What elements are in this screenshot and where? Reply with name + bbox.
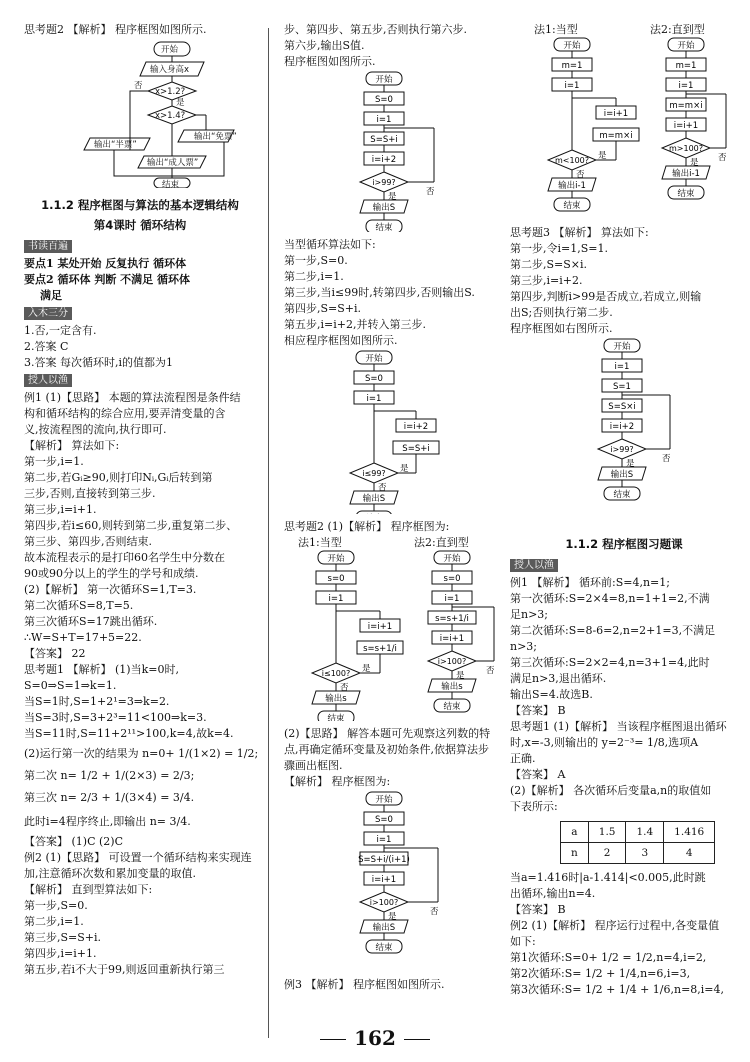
method-label: 法1:当型 bbox=[298, 536, 342, 549]
text-line: (2)【思路】 解答本题可先观察这列数的特 bbox=[284, 727, 491, 740]
flow-label: 开始 bbox=[375, 795, 393, 805]
text-line: 思考题1 (1)【解析】 当该程序框图退出循环 bbox=[510, 720, 727, 733]
text-line: 第一步,S=0. bbox=[284, 254, 348, 267]
flow-label: 结束 bbox=[327, 714, 345, 721]
text-line: 2.答案 C bbox=[24, 340, 69, 353]
text-line: 程序框图如图所示. bbox=[284, 55, 376, 68]
flow-label: m=1 bbox=[675, 61, 697, 71]
text-line: 第二步,S=S×i. bbox=[510, 258, 588, 271]
flow-label: i=i+2 bbox=[609, 422, 635, 432]
flow-label: 输出“半票” bbox=[94, 140, 137, 150]
column-right bbox=[510, 22, 738, 998]
column-divider bbox=[268, 28, 269, 1038]
text-line: 第三次循环S=17跳出循环. bbox=[24, 615, 158, 628]
column-left bbox=[24, 22, 259, 978]
table-cell: 3 bbox=[626, 843, 664, 864]
flow-label: 是 bbox=[690, 158, 699, 168]
text-line: S=0⇒S=1⇒k=1. bbox=[24, 679, 117, 692]
text-line: 【答案】 (1)C (2)C bbox=[24, 835, 123, 848]
flow-label: m=m×i bbox=[599, 131, 633, 141]
text-line: ∴W=S+T=17+5=22. bbox=[24, 631, 142, 644]
flow-label: 输出“成人票” bbox=[147, 158, 199, 168]
text-line: 第一步,S=0. bbox=[24, 899, 88, 912]
flow-label: i=i+1 bbox=[439, 634, 465, 644]
flow-label: 输入身高x bbox=[150, 65, 190, 75]
flow-label: 输出s bbox=[441, 682, 463, 692]
table-row bbox=[561, 843, 715, 864]
text-line: 程序框图如右图所示. bbox=[510, 322, 613, 335]
flow-label: 输出S bbox=[372, 923, 396, 933]
text-line: 第3次循环:S= 1/2 + 1/4 + 1/6,n=8,i=4, bbox=[510, 983, 725, 996]
flow-label: i≤100? bbox=[321, 669, 351, 678]
flow-label: 输出i-1 bbox=[672, 169, 700, 179]
flow-label: 开始 bbox=[563, 41, 581, 51]
flow-label: i>100? bbox=[369, 898, 399, 907]
text-line: 第二步,若Gᵢ≥90,则打印Nᵢ,Gᵢ后转到第 bbox=[24, 471, 213, 484]
text-line: 例1 【解析】 循环前:S=4,n=1; bbox=[510, 576, 670, 589]
text-line: 出S;否则执行第二步. bbox=[510, 306, 613, 319]
flow-label: 开始 bbox=[375, 75, 393, 85]
text-block bbox=[24, 834, 256, 978]
flow-label: 是 bbox=[400, 464, 409, 474]
flow-label: i=1 bbox=[444, 594, 460, 604]
flowchart-while-loop bbox=[284, 349, 506, 514]
flow-label: i=i+1 bbox=[673, 121, 699, 131]
text-line: 当S=3时,S=3+2³=11<100⇒k=3. bbox=[24, 711, 207, 724]
method-label: 法2:直到型 bbox=[414, 536, 469, 549]
text-line: 第三步,S=S+i. bbox=[24, 931, 102, 944]
text-line: 相应程序框图如图所示. bbox=[284, 334, 398, 347]
text-line: 思考题2 【解析】 程序框图如图所示. bbox=[24, 23, 207, 36]
table-cell: a bbox=[561, 822, 589, 843]
text-line: 当S=11时,S=11+2¹¹>100,k=4,故k=4. bbox=[24, 727, 234, 740]
text-line: 第三步,当i≤99时,转第四步,否则输出S. bbox=[284, 286, 475, 299]
text-line: 正确. bbox=[510, 752, 536, 765]
text-line: 当a=1.416时|a-1.414|<0.005,此时跳 bbox=[510, 871, 706, 884]
text-line: 例2 (1)【解析】 程序运行过程中,各变量值 bbox=[510, 919, 720, 932]
section-subtitle: 第4课时 循环结构 bbox=[93, 218, 187, 232]
flow-label: m<100? bbox=[554, 156, 590, 165]
flow-label: S=1 bbox=[613, 382, 631, 392]
flow-label: s=0 bbox=[327, 574, 345, 584]
flow-label: S=0 bbox=[375, 815, 393, 825]
flow-label: S=0 bbox=[365, 374, 383, 384]
text-line: 第二次 n= 1/2 + 1/(2×3) = 2/3; bbox=[24, 769, 195, 782]
text-line: 步、第四步、第五步,否则执行第六步. bbox=[284, 23, 467, 36]
text-line: 第四步,S=S+i. bbox=[284, 302, 362, 315]
text-block bbox=[284, 726, 506, 774]
text-line: 第二步,i=1. bbox=[284, 270, 344, 283]
text-line: 第三步,i=i+1. bbox=[24, 503, 97, 516]
flow-label: S=S+i bbox=[402, 444, 430, 454]
text-line: 如下: bbox=[510, 935, 536, 948]
text-line: 思考题1 【解析】 (1)当k=0时, bbox=[24, 663, 179, 676]
flow-label: 是 bbox=[456, 671, 465, 681]
table-cell: 4 bbox=[664, 843, 715, 864]
text-line: 【答案】 A bbox=[510, 768, 566, 781]
flow-label: i=1 bbox=[678, 81, 694, 91]
table-cell: 1.4 bbox=[626, 822, 664, 843]
flowchart-fraction-sum bbox=[284, 790, 506, 972]
table-row bbox=[561, 822, 715, 843]
flow-label: 是 bbox=[388, 192, 397, 202]
flow-label: i≤99? bbox=[362, 469, 386, 478]
text-line: 义,按流程图的流向,执行即可. bbox=[24, 423, 167, 436]
flow-label: 否 bbox=[662, 454, 671, 464]
text-line: 第三次 n= 2/3 + 1/(3×4) = 3/4. bbox=[24, 791, 195, 804]
text-line: 第1次循环:S=0+ 1/2 = 1/2,n=4,i=2, bbox=[510, 951, 707, 964]
text-line: 满足n>3,退出循环. bbox=[510, 672, 607, 685]
flowchart-ticket bbox=[34, 38, 266, 188]
section-tag: 授人以渔 bbox=[24, 374, 72, 387]
table-cell: 1.416 bbox=[664, 822, 715, 843]
flowchart-pair bbox=[284, 549, 506, 721]
flow-label: S=S+i bbox=[370, 135, 398, 145]
column-middle bbox=[284, 22, 506, 993]
flow-label: s=0 bbox=[443, 574, 461, 584]
flowchart-product bbox=[510, 337, 738, 527]
text-line: 第二次循环:S=8-6=2,n=2+1=3,不满足 bbox=[510, 624, 716, 637]
flow-label: i=i+2 bbox=[371, 155, 397, 165]
text-block bbox=[284, 237, 506, 349]
flow-label: 开始 bbox=[365, 354, 383, 364]
flow-label: m=m×i bbox=[669, 101, 703, 111]
text-line: 第四步,i=i+1. bbox=[24, 947, 97, 960]
flow-label: S=0 bbox=[375, 95, 393, 105]
page-number: 162 bbox=[0, 1030, 750, 1046]
text-line: 三步,否则,直接转到第三步. bbox=[24, 487, 156, 500]
flow-label: i=1 bbox=[614, 362, 630, 372]
text-line: 当型循环算法如下: bbox=[284, 238, 376, 251]
flow-label: m=1 bbox=[561, 61, 583, 71]
flow-label: 结束 bbox=[375, 223, 393, 232]
text-line: 出循环,输出n=4. bbox=[510, 887, 596, 900]
text-line: 足n>3; bbox=[510, 608, 549, 621]
text-line: 第二步,i=1. bbox=[24, 915, 84, 928]
text-line: 要点1 某处开始 反复执行 循环体 bbox=[24, 257, 187, 270]
method-label: 法1:当型 bbox=[534, 23, 578, 36]
flow-label: i=1 bbox=[564, 81, 580, 91]
flow-label: 否 bbox=[486, 666, 495, 676]
text-line: 点,再确定循环变量及初始条件,依据算法步 bbox=[284, 743, 489, 756]
text-line: 例2 (1)【思路】 可设置一个循环结构来实现连 bbox=[24, 851, 252, 864]
flow-label: 否 bbox=[430, 907, 439, 917]
text-line: 第五步,i=i+2,并转入第三步. bbox=[284, 318, 426, 331]
flow-label: 输出“免票” bbox=[194, 132, 237, 142]
text-line: 第一步,i=1. bbox=[24, 455, 84, 468]
text-line: (2)运行第一次的结果为 n=0+ 1/(1×2) = 1/2; bbox=[24, 747, 259, 760]
text-line: 3.答案 每次循环时,i的值都为1 bbox=[24, 356, 174, 369]
flow-label: 输出i-1 bbox=[558, 181, 586, 191]
text-line: 【解析】 算法如下: bbox=[24, 439, 120, 452]
flow-label: S=S+i/(i+1) bbox=[358, 855, 410, 865]
text-block bbox=[510, 225, 738, 337]
text-line: 下表所示: bbox=[510, 800, 558, 813]
text-line: 第五步,若i不大于99,则返回重新执行第三 bbox=[24, 963, 225, 976]
flow-label: i>100? bbox=[437, 657, 467, 666]
flow-label: 是 bbox=[362, 664, 371, 674]
text-line: 第四步,判断i>99是否成立,若成立,则输 bbox=[510, 290, 702, 303]
text-line: 【答案】 22 bbox=[24, 647, 86, 660]
flow-label: 结束 bbox=[443, 702, 461, 712]
flow-label: 是 bbox=[176, 98, 185, 108]
text-block bbox=[510, 575, 738, 815]
flow-label: S=S×i bbox=[608, 402, 636, 412]
text-line: (2)【解析】 各次循环后变量a,n的取值如 bbox=[510, 784, 712, 797]
section-title: 1.1.2 程序框图习题课 bbox=[565, 537, 683, 551]
flow-label: 输出S bbox=[610, 470, 634, 480]
text-line: 构和循环结构的综合应用,要弄清变量的含 bbox=[24, 407, 226, 420]
table-cell: n bbox=[561, 843, 589, 864]
flow-label: 开始 bbox=[161, 45, 179, 55]
text-line: 【答案】 B bbox=[510, 704, 566, 717]
flow-label: 是 bbox=[388, 912, 397, 922]
text-line: 加,注意循环次数和累加变量的取值. bbox=[24, 867, 196, 880]
text-line: 第四步,若i≤60,则转到第二步,重复第二步、 bbox=[24, 519, 238, 532]
flowchart-until-loop bbox=[284, 70, 506, 232]
text-line: 满足 bbox=[40, 289, 62, 302]
section-tag: 授人以渔 bbox=[510, 559, 558, 572]
flow-label: m>100? bbox=[668, 144, 704, 153]
flow-label: i=i+2 bbox=[403, 422, 429, 432]
flow-label: 开始 bbox=[613, 342, 631, 352]
flow-label: i=1 bbox=[328, 594, 344, 604]
flow-label: 开始 bbox=[327, 554, 345, 564]
table-cell: 2 bbox=[588, 843, 626, 864]
flow-label: 否 bbox=[340, 683, 349, 693]
text-line: 此时i=4程序终止,即输出 n= 3/4. bbox=[24, 815, 191, 828]
flow-label: 是 bbox=[626, 459, 635, 469]
flow-label: i=i+1 bbox=[603, 109, 629, 119]
flow-label: i=1 bbox=[366, 394, 382, 404]
flow-label: 是 bbox=[598, 151, 607, 161]
text-line: 故本流程表示的是打印60名学生中分数在 bbox=[24, 551, 225, 564]
text-line: 第2次循环:S= 1/2 + 1/4,n=6,i=3, bbox=[510, 967, 691, 980]
flow-label: 否 bbox=[134, 81, 143, 91]
flow-label: i=1 bbox=[376, 835, 392, 845]
text-line: 第二次循环S=8,T=5. bbox=[24, 599, 134, 612]
flow-label: i=i+1 bbox=[367, 622, 393, 632]
flow-label: s=s+1/i bbox=[363, 644, 397, 654]
text-line: 思考题3 【解析】 算法如下: bbox=[510, 226, 649, 239]
flow-label: s=s+1/i bbox=[435, 614, 469, 624]
text-line: 时,x=-3,则输出的 y=2⁻³= 1/8,选项A bbox=[510, 736, 699, 749]
text-line: 第三步,i=i+2. bbox=[510, 274, 583, 287]
section-title: 1.1.2 程序框图与算法的基本逻辑结构 bbox=[41, 198, 239, 212]
flow-label: 否 bbox=[576, 170, 585, 180]
text-line: 输出S=4.故选B. bbox=[510, 688, 593, 701]
text-block bbox=[284, 22, 506, 70]
text-line: 第六步,输出S值. bbox=[284, 39, 365, 52]
data-table bbox=[560, 821, 715, 864]
flow-label: 输出s bbox=[325, 694, 347, 704]
method-label: 法2:直到型 bbox=[650, 23, 705, 36]
flow-label: i>99? bbox=[372, 178, 396, 187]
flow-label: x>1.4? bbox=[155, 111, 186, 121]
flow-label: 开始 bbox=[677, 41, 695, 51]
flow-label: 结束 bbox=[162, 180, 180, 188]
flow-label: 输出S bbox=[362, 494, 386, 504]
flow-label: i=i+1 bbox=[371, 875, 397, 885]
flow-label: 结束 bbox=[613, 490, 631, 500]
flow-label: 输出S bbox=[372, 203, 396, 213]
table-cell: 1.5 bbox=[588, 822, 626, 843]
text-line: 【解析】 直到型算法如下: bbox=[24, 883, 153, 896]
flow-label: 否 bbox=[718, 153, 727, 163]
text-line: 例1 (1)【思路】 本题的算法流程图是条件结 bbox=[24, 391, 241, 404]
text-line: 当S=1时,S=1+2¹=3⇒k=2. bbox=[24, 695, 170, 708]
section-tag: 入木三分 bbox=[24, 307, 72, 320]
flow-label: 否 bbox=[378, 483, 387, 493]
flow-label: x>1.2? bbox=[155, 87, 186, 97]
flow-label: 结束 bbox=[677, 189, 695, 199]
flow-label: 开始 bbox=[443, 554, 461, 564]
text-line: (2)【解析】 第一次循环S=1,T=3. bbox=[24, 583, 197, 596]
flow-label: 否 bbox=[426, 187, 435, 197]
text-line: 思考题2 (1)【解析】 程序框图为: bbox=[284, 520, 450, 533]
flow-label: 结束 bbox=[375, 943, 393, 953]
flow-label: 结束 bbox=[563, 201, 581, 211]
flowchart-pair bbox=[510, 36, 738, 220]
text-line: 例3 【解析】 程序框图如图所示. bbox=[284, 978, 445, 991]
text-block bbox=[24, 390, 256, 742]
text-line: n>3; bbox=[510, 640, 538, 653]
section-tag: 书读百遍 bbox=[24, 240, 72, 253]
flow-label: i>99? bbox=[610, 445, 634, 454]
text-line: 骤画出框图. bbox=[284, 759, 343, 772]
text-block bbox=[510, 870, 738, 998]
text-line: 1.否,一定含有. bbox=[24, 324, 97, 337]
flow-label bbox=[365, 513, 383, 514]
flow-label: i=1 bbox=[376, 115, 392, 125]
text-line: 【答案】 B bbox=[510, 903, 566, 916]
text-line: 第三次循环:S=2×2=4,n=3+1=4,此时 bbox=[510, 656, 710, 669]
text-line: 第三步、第四步,否则结束. bbox=[24, 535, 152, 548]
text-line: 90或90分以上的学生的学号和成绩. bbox=[24, 567, 199, 580]
text-line: 第一次循环:S=2×4=8,n=1+1=2,不满 bbox=[510, 592, 710, 605]
text-line: 【解析】 程序框图为: bbox=[284, 775, 391, 788]
text-line: 第一步,令i=1,S=1. bbox=[510, 242, 608, 255]
text-line: 要点2 循环体 判断 不满足 循环体 bbox=[24, 273, 190, 286]
